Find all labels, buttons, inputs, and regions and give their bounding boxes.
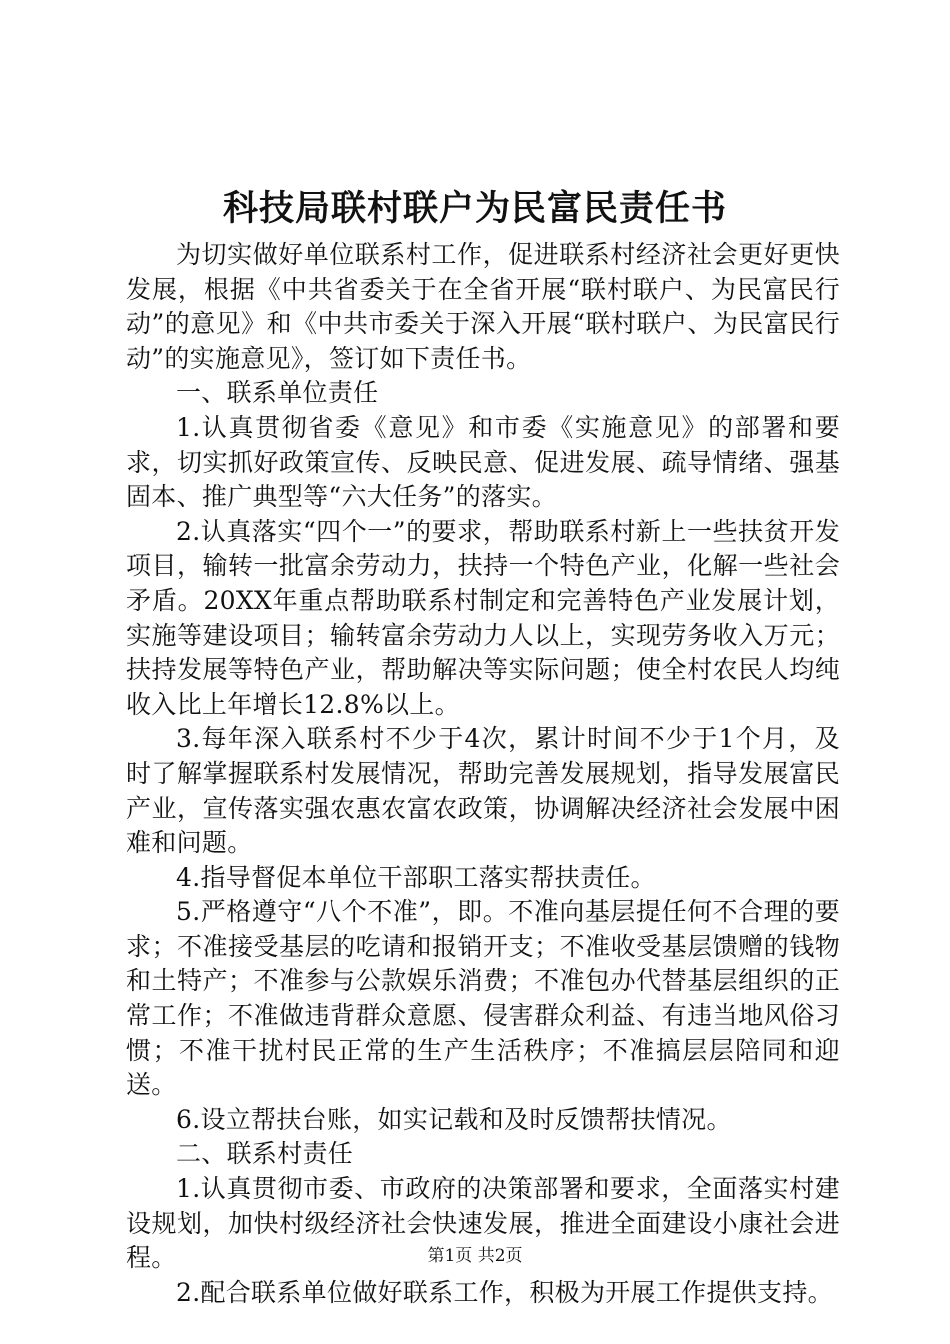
intro-paragraph: 为切实做好单位联系村工作，促进联系村经济社会更好更快发展，根据《中共省委关于在全省开展“联村联户、为民富民行动”的意见》和《中共市委关于深入开展“联村联户、为民富民行动”的实施意见》，签订如下责任书。: [126, 240, 840, 373]
village-item-1: 1.认真贯彻市委、市政府的决策部署和要求，全面落实村建设规划，加快村级经济社会快速发展，推进全面建设小康社会进程。: [126, 1174, 840, 1273]
unit-item-1: 1.认真贯彻省委《意见》和市委《实施意见》的部署和要求，切实抓好政策宣传、反映民意、促进发展、疏导情绪、强基固本、推广典型等“六大任务”的落实。: [126, 412, 840, 512]
unit-item-4: 4.指导督促本单位干部职工落实帮扶责任。: [176, 862, 656, 892]
unit-item-2: 2.认真落实“四个一”的要求，帮助联系村新上一些扶贫开发项目，输转一批富余劳动力，扶持一个特色产业，化解一些社会矛盾。20XX年重点帮助联系村制定和完善特色产业发展计划，实施等建设项目；输转富余劳动力人以上，实现劳务收入万元；扶持发展等特色产业，帮助解决等实际问题；使全村农民人均纯收入比上年增长12.8%以上。: [126, 516, 840, 719]
village-item-2: 2.配合联系单位做好联系工作，积极为开展工作提供支持。: [176, 1277, 833, 1307]
document-title: 科技局联村联户为民富民责任书: [222, 188, 727, 229]
unit-item-5: 5.严格遵守“八个不准”，即。不准向基层提任何不合理的要求；不准接受基层的吃请和报销开支；不准收受基层馈赠的钱物和土特产；不准参与公款娱乐消费；不准包办代替基层组织的正常工作；不准做违背群众意愿、侵害群众利益、有违当地风俗习惯；不准干扰村民正常的生产生活秩序；不准搞层层陪同和迎送。: [126, 897, 840, 1100]
unit-item-3: 3.每年深入联系村不少于4次，累计时间不少于1个月，及时了解掌握联系村发展情况，帮助完善发展规划，指导发展富民产业，宣传落实强农惠农富农政策，协调解决经济社会发展中困难和问题。: [126, 724, 840, 858]
section-heading-village-responsibility: 二、联系村责任: [176, 1139, 354, 1169]
document-body: [126, 238, 840, 1310]
page-number-footer: 第1页 共2页: [427, 1246, 523, 1266]
unit-item-6: 6.设立帮扶台账，如实记载和及时反馈帮扶情况。: [176, 1104, 732, 1134]
section-heading-unit-responsibility: 一、联系单位责任: [176, 378, 379, 408]
